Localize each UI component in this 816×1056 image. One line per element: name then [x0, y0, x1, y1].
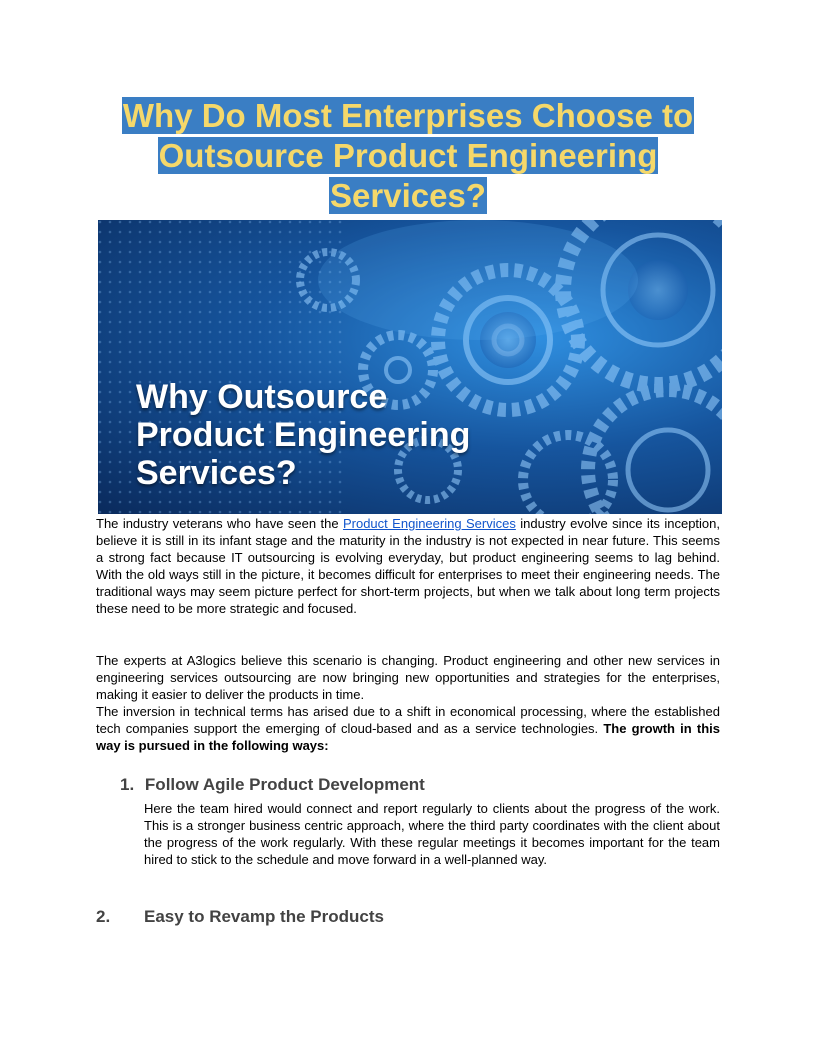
experts-paragraph: The experts at A3logics believe this scenario is changing. Product engineering and other new services in engineering services outsourcing are now bringing new opportunities and strategies for the enterprises, making it easier to deliver the products in time.	[96, 653, 720, 702]
intro-text-before-link: The industry veterans who have seen the	[96, 516, 343, 531]
hero-line-1: Why Outsource	[136, 378, 388, 416]
title-line-1: Why Do Most Enterprises Choose to	[122, 97, 694, 134]
intro-paragraph	[96, 515, 720, 617]
hero-line-2: Product Engineering	[136, 416, 471, 454]
section-1-number: 1.	[120, 775, 135, 794]
hero-line-3: Services?	[136, 454, 297, 492]
section-2-heading	[96, 907, 384, 927]
inversion-bold-text: The growth in this way is pursued in the following ways:	[96, 721, 721, 753]
section-1-title: Follow Agile Product Development	[144, 775, 425, 794]
hero-caption	[136, 378, 470, 492]
title-line-3: Services?	[330, 177, 486, 214]
section-1-body: Here the team hired would connect and report regularly to clients about the progress of the work. This is a stronger business centric approach, where the third party coordinates with the client about the progress of the work regularly. With these regular meetings it becomes important for the team hired to stick to the schedule and move forward in a well-planned way.	[144, 801, 720, 867]
product-engineering-services-link[interactable]: Product Engineering Services	[342, 516, 516, 531]
title-line-2: Outsource Product Engineering	[158, 137, 658, 174]
section-2-title: Easy to Revamp the Products	[144, 907, 384, 926]
section-1-heading	[120, 775, 425, 795]
section-2-number: 2.	[96, 907, 111, 926]
inversion-text: The inversion in technical terms has arised due to a shift in economical processing, where the established tech companies support the emerging of cloud-based and as a service technologies.	[96, 704, 720, 736]
hero-image	[98, 220, 722, 514]
page-title	[96, 96, 720, 216]
inversion-paragraph	[96, 703, 720, 754]
intro-text-after-link: industry evolve since its inception, believe it is still in its infant stage and the maturity in the industry is not expected in near future. This seems a strong fact because IT outsourcing is evolving everyday, but product engineering seems to lag behind. With the old ways still in the picture, it becomes difficult for enterprises to meet their engineering needs. The traditional ways may seem picture perfect for short-term projects, but when we talk about long term projects these need to be more strategic and focused.	[96, 516, 720, 616]
